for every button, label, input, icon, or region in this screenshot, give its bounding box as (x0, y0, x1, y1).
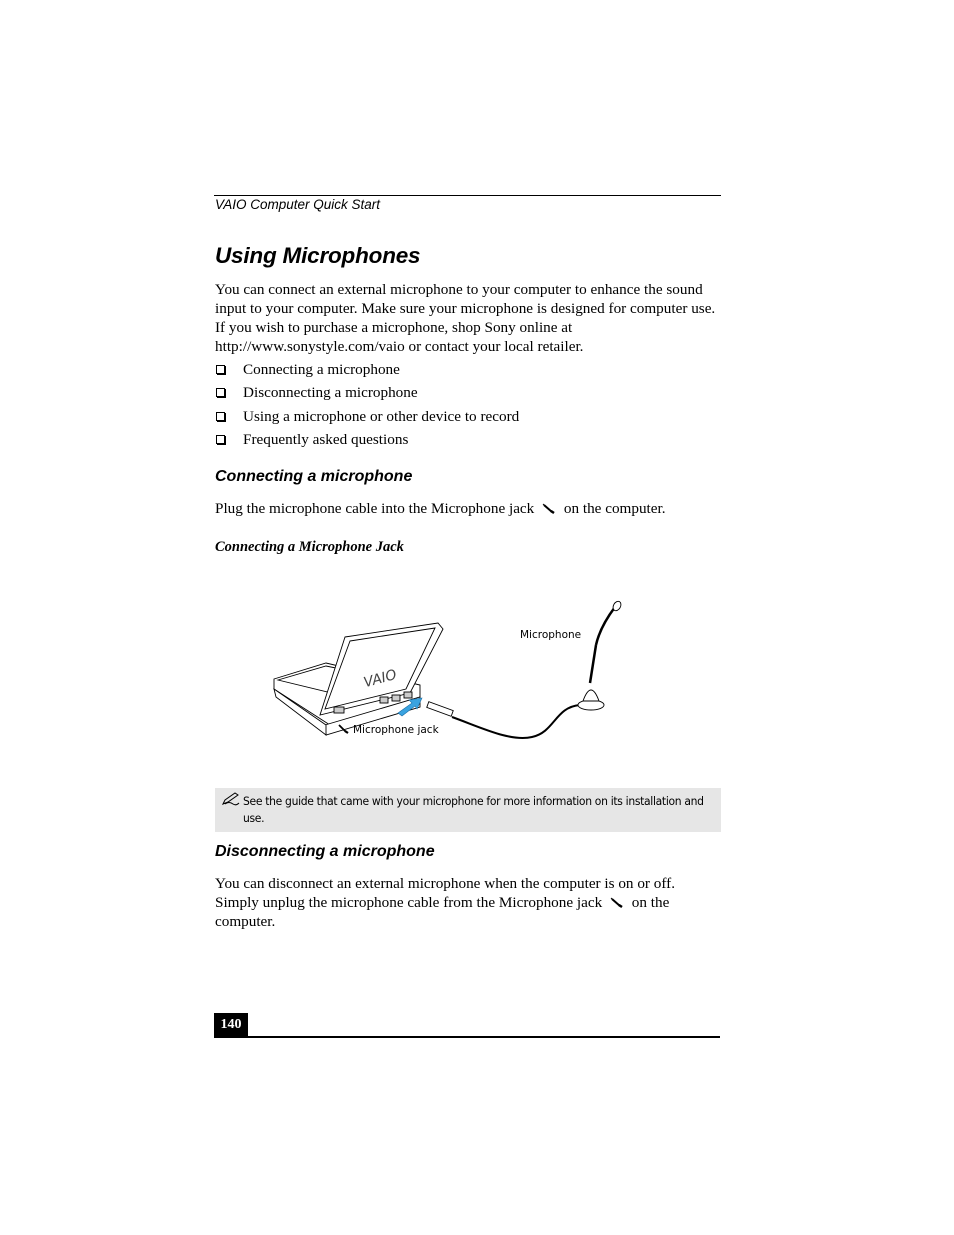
checkbox-bullet-icon (216, 365, 225, 374)
microphone-connection-figure (270, 597, 640, 747)
topic-item[interactable] (215, 407, 519, 430)
connect-text-after: on the computer. (563, 500, 666, 517)
connect-paragraph (215, 499, 725, 518)
microphone-label: Microphone (520, 629, 582, 641)
section-heading-disconnecting: Disconnecting a microphone (215, 843, 435, 860)
topic-item[interactable] (215, 360, 519, 383)
laptop-logo: VAIO (362, 666, 399, 692)
checkbox-bullet-icon (216, 435, 225, 444)
section-heading-connecting: Connecting a microphone (215, 468, 413, 485)
microphone-cable (452, 705, 580, 738)
topic-label: Connecting a microphone (243, 361, 400, 378)
topic-item[interactable] (215, 430, 519, 453)
topic-label: Disconnecting a microphone (243, 384, 418, 402)
topic-label: Using a microphone or other device to record (243, 407, 520, 425)
page-number: 140 (214, 1013, 248, 1036)
page-title: Using Microphones (215, 243, 421, 268)
microphone-jack-label: Microphone jack (353, 724, 439, 736)
microphone-illustration (578, 600, 623, 710)
footer-rule (214, 1036, 720, 1038)
checkbox-bullet-icon (216, 388, 225, 397)
microphone-jack-icon (606, 895, 628, 909)
laptop-illustration (274, 623, 443, 735)
intro-paragraph: You can connect an external microphone to your computer to enhance the sound input to your computer. Make sure your microphone is designed for computer use. If you wish to purchase a microphone, shop Sony online at http://www.sonystyle.com/vaio or contact your local retailer. (215, 281, 716, 355)
header-rule (214, 195, 721, 196)
disconnect-text-after: on the computer. (215, 894, 670, 930)
running-header: VAIO Computer Quick Start (215, 197, 381, 212)
note-box (215, 788, 721, 832)
pencil-note-icon (221, 792, 241, 806)
topic-label: Frequently asked questions (243, 430, 409, 448)
checkbox-bullet-icon (216, 412, 225, 421)
connect-text-before: Plug the microphone cable into the Microphone jack (215, 500, 535, 517)
topic-list (215, 360, 519, 453)
disconnect-text-before: You can disconnect an external microphone when the computer is on or off. Simply unplug the microphone cable from the Microphone jack (215, 875, 676, 911)
topic-item[interactable] (215, 383, 519, 406)
microphone-plug (427, 702, 453, 717)
disconnect-paragraph (215, 874, 695, 931)
figure-caption: Connecting a Microphone Jack (215, 539, 404, 555)
microphone-jack-icon (538, 501, 560, 515)
note-text: See the guide that came with your microphone for more information on its installation and use. (243, 794, 704, 825)
